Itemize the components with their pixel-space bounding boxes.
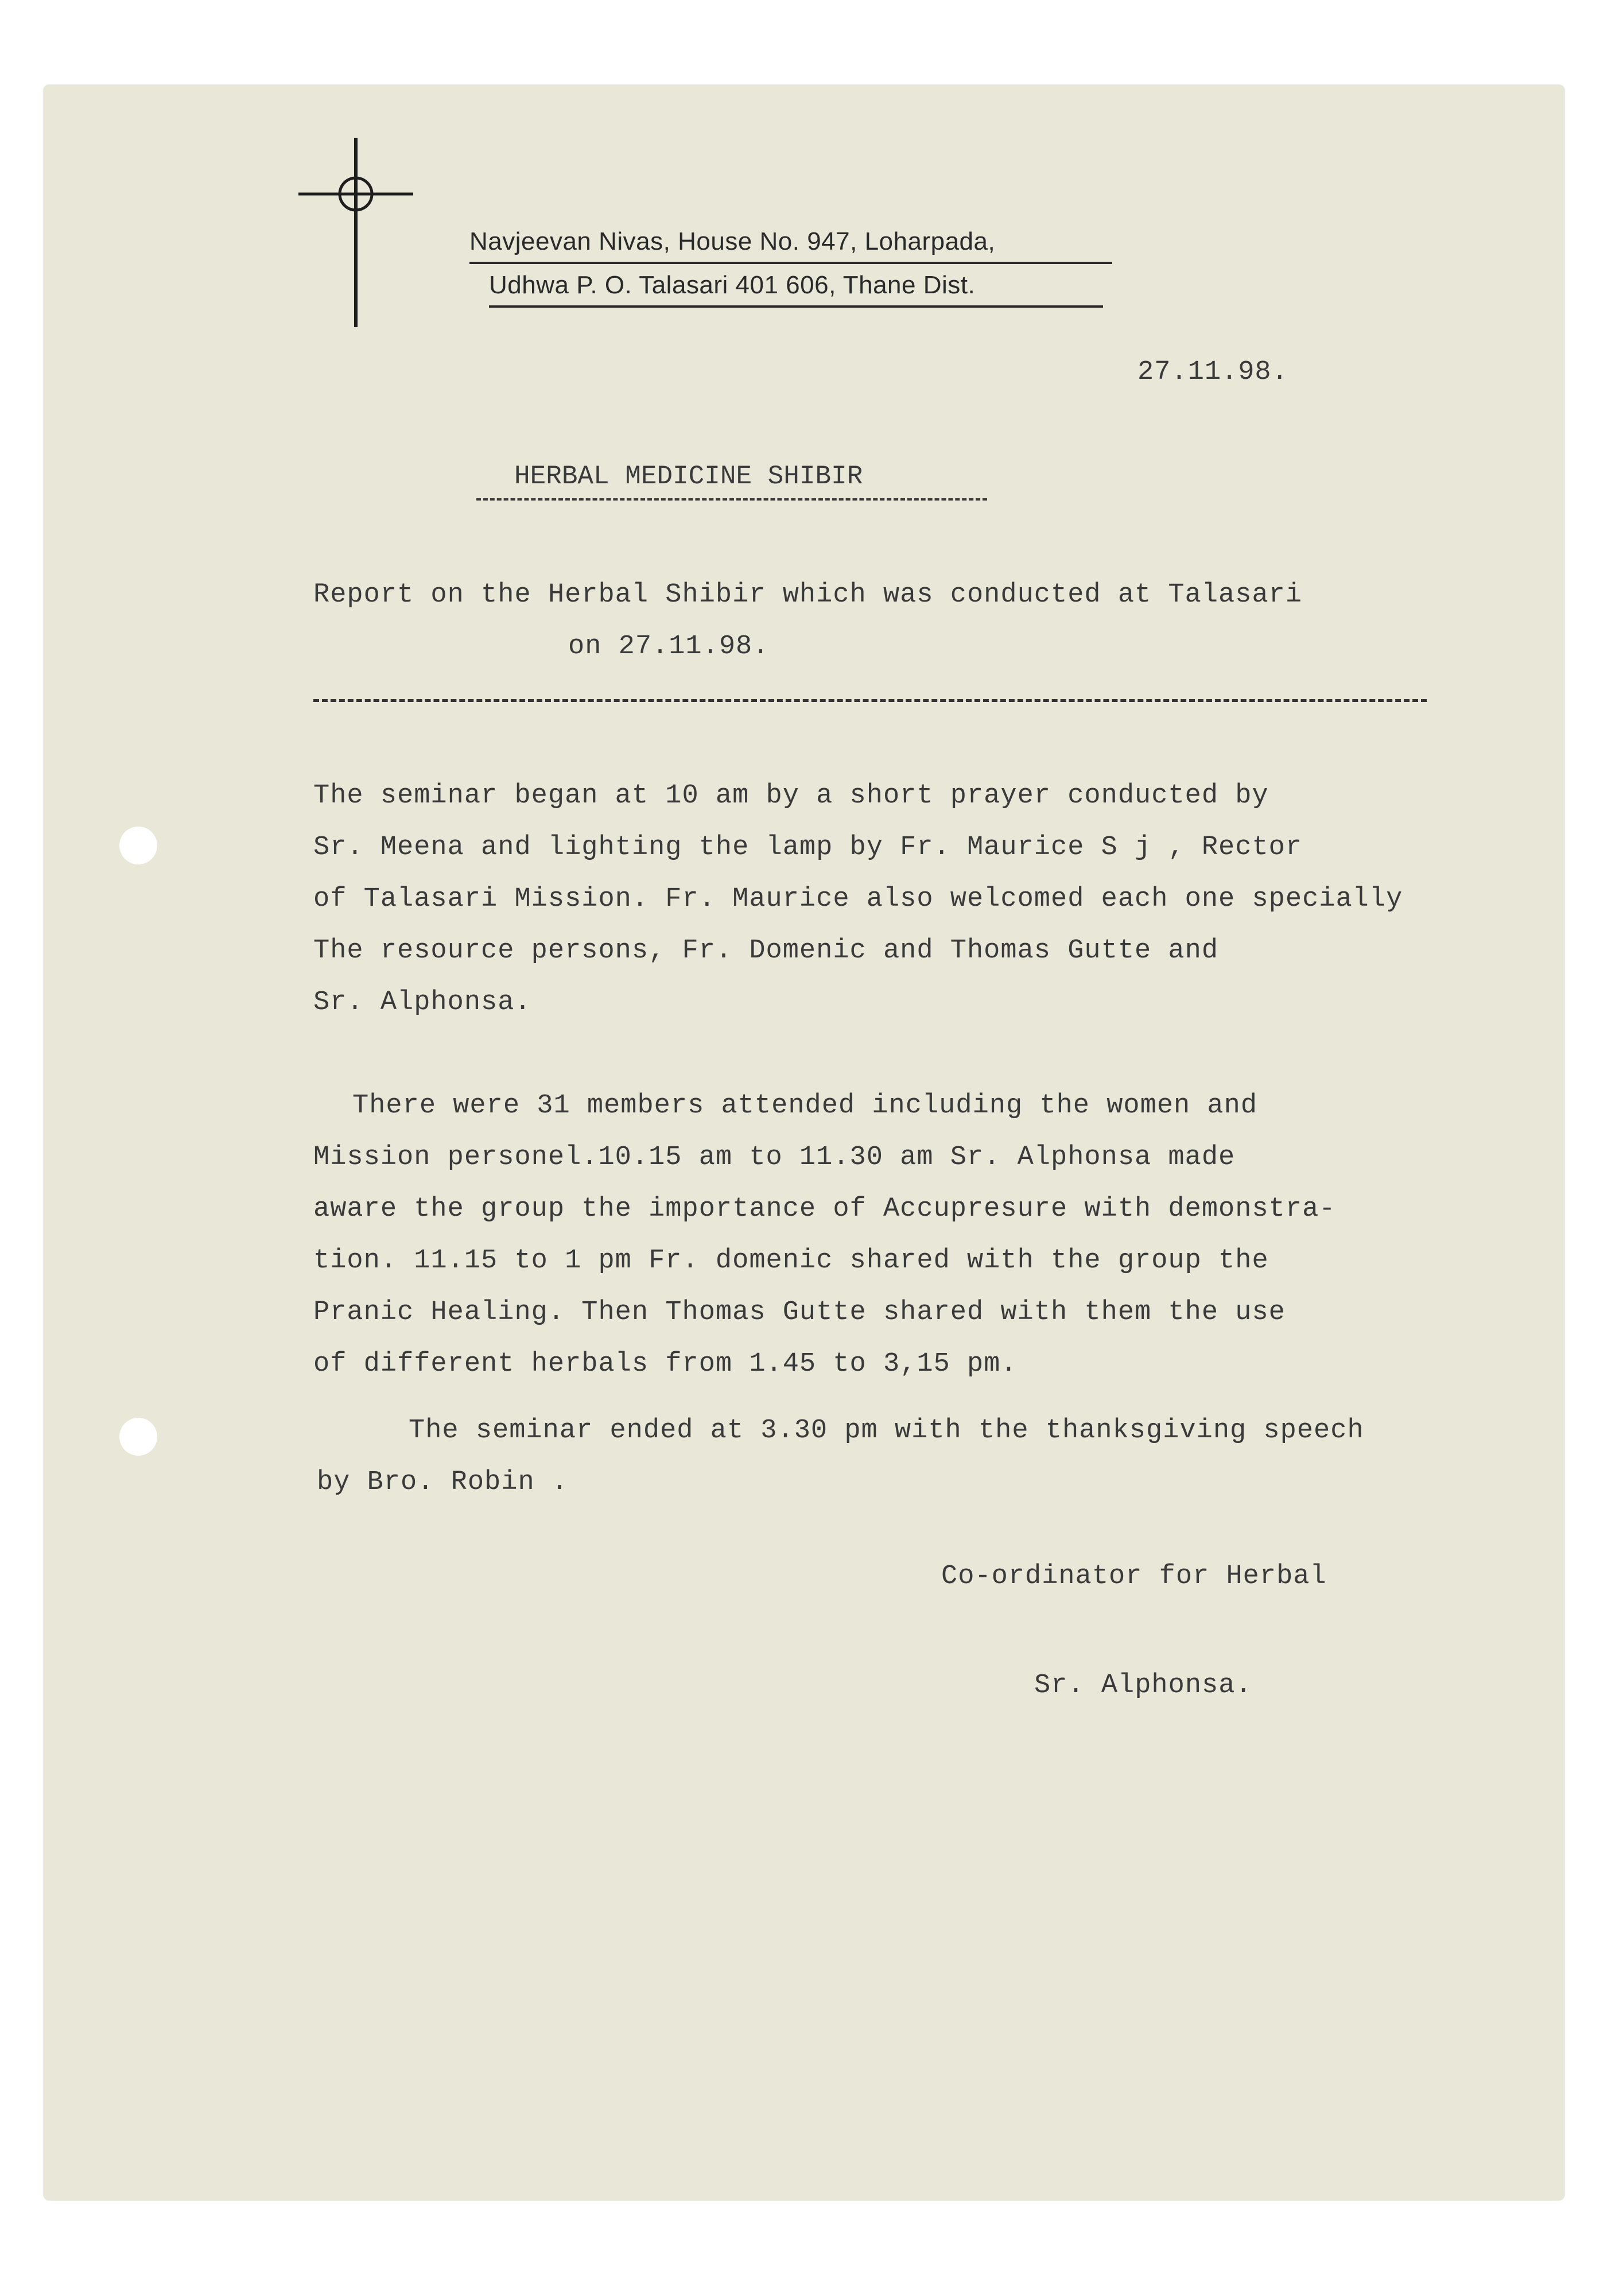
paragraph-1-line-2: Sr. Meena and lighting the lamp by Fr. Maurice S j , Rector [313, 832, 1303, 863]
paragraph-2-line-6: of different herbals from 1.45 to 3,15 pm. [313, 1349, 1018, 1379]
document-date: 27.11.98. [1137, 357, 1288, 387]
address-line-2: Udhwa P. O. Talasari 401 606, Thane Dist. [489, 271, 1103, 308]
signature-role: Co-ordinator for Herbal [941, 1561, 1327, 1592]
paragraph-3-line-1: The seminar ended at 3.30 pm with the thanksgiving speech [409, 1415, 1364, 1446]
subject-line-1: Report on the Herbal Shibir which was conducted at Talasari [313, 580, 1303, 610]
paragraph-1-line-1: The seminar began at 10 am by a short prayer conducted by [313, 781, 1269, 811]
paragraph-2-line-4: tion. 11.15 to 1 pm Fr. domenic shared with the group the [313, 1246, 1269, 1276]
section-divider [313, 699, 1427, 702]
paragraph-1-line-5: Sr. Alphonsa. [313, 987, 531, 1018]
paragraph-1-line-3: of Talasari Mission. Fr. Maurice also welcomed each one specially [313, 884, 1403, 914]
paragraph-3-line-2: by Bro. Robin . [317, 1467, 569, 1498]
paragraph-2-line-2: Mission personel.10.15 am to 11.30 am Sr. Alphonsa made [313, 1142, 1236, 1173]
page-title: HERBAL MEDICINE SHIBIR [514, 461, 863, 491]
paragraph-2-line-3: aware the group the importance of Accupresure with demonstra- [313, 1194, 1336, 1224]
punch-hole-top [119, 827, 157, 864]
title-underline [476, 498, 987, 501]
subject-line-2: on 27.11.98. [568, 631, 770, 662]
paragraph-1-line-4: The resource persons, Fr. Domenic and Thomas Gutte and [313, 936, 1219, 966]
address-line-1: Navjeevan Nivas, House No. 947, Loharpada, [469, 227, 1112, 264]
paragraph-2-line-5: Pranic Healing. Then Thomas Gutte shared with them the use [313, 1297, 1286, 1328]
paragraph-2-line-1: There were 31 members attended including the women and [352, 1091, 1258, 1121]
signature-name: Sr. Alphonsa. [1034, 1670, 1252, 1701]
punch-hole-bottom [119, 1418, 157, 1456]
cross-logo-icon [298, 138, 419, 333]
